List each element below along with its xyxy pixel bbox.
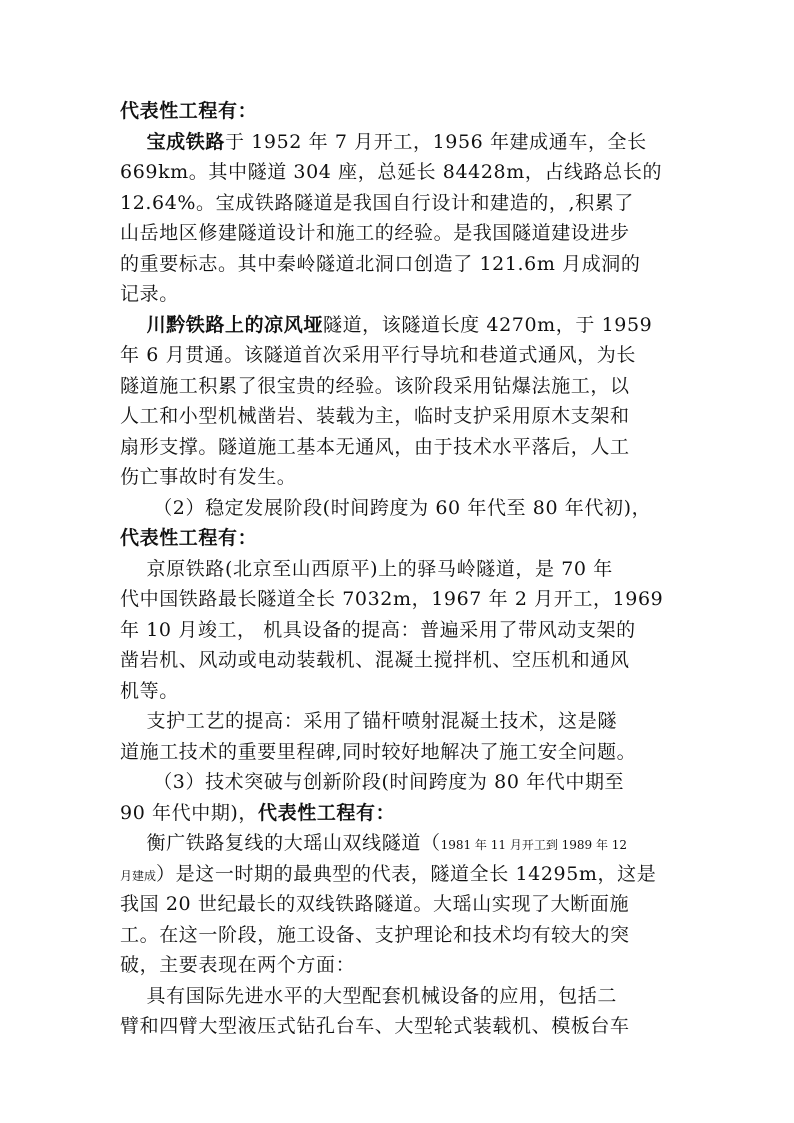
small-text: 1981 年 11 月开工到 1989 年 12: [440, 838, 628, 852]
text: ）是这一时期的最典型的代表，隧道全长 14295m，这是: [156, 862, 657, 885]
section-heading: [120, 96, 680, 127]
paragraph-line: [120, 188, 680, 219]
paragraph-line: [120, 462, 680, 493]
paragraph-line: [120, 432, 680, 463]
text: 扇形支撑。隧道施工基本无通风，由于技术水平落后，人工: [120, 435, 630, 458]
paragraph-line: [120, 889, 680, 920]
text: 具有国际先进水平的大型配套机械设备的应用，包括二: [120, 984, 617, 1007]
text: 机等。: [120, 679, 179, 702]
text: 12.64%。宝成铁路隧道是我国自行设计和建造的，,积累了: [120, 191, 634, 214]
text: 于 1952 年 7 月开工，1956 年建成通车，全长: [224, 130, 647, 153]
text: 90 年代中期)，: [120, 801, 259, 824]
text: 山岳地区修建隧道设计和施工的经验。是我国隧道建设进步: [120, 222, 630, 244]
text: （2）稳定发展阶段(时间跨度为 60 年代至 80 年代初)，: [120, 496, 652, 519]
text: （3）技术突破与创新阶段(时间跨度为 80 年代中期至: [120, 771, 625, 793]
text: 年 6 月贯通。该隧道首次采用平行导坑和巷道式通风，为长: [120, 344, 636, 366]
text: 衡广铁路复线的大瑶山双线隧道（: [120, 832, 441, 854]
text: 凿岩机、风动或电动装载机、混凝土搅拌机、空压机和通风: [120, 649, 630, 671]
paragraph-line: [120, 310, 680, 341]
text: 代表性工程有：: [120, 527, 258, 549]
section-heading: [120, 523, 680, 554]
paragraph-line: [120, 920, 680, 951]
paragraph-line: [120, 981, 680, 1012]
text: 伤亡事故时有发生。: [120, 466, 297, 488]
text: 京原铁路(北京至山西原平)上的驿马岭隧道，是 70 年: [120, 557, 613, 580]
emphasis-text: 宝成铁路: [146, 130, 225, 153]
emphasis-text: 代表性工程有：: [258, 801, 396, 824]
paragraph-line: [120, 798, 680, 829]
paragraph-line: [120, 737, 680, 768]
stage-heading-line: [120, 767, 680, 798]
paragraph-line: [120, 676, 680, 707]
paragraph-line: [120, 340, 680, 371]
text: 年 10 月竣工， 机具设备的提高：普遍采用了带风动支架的: [120, 618, 636, 641]
text: 的重要标志。其中秦岭隧道北洞口创造了 121.6m 月成洞的: [120, 252, 641, 275]
paragraph-line: [120, 1011, 680, 1042]
paragraph-line: [120, 218, 680, 249]
paragraph-line: [120, 950, 680, 981]
text: 破，主要表现在两个方面：: [120, 954, 356, 976]
paragraph-line: [120, 554, 680, 585]
paragraph-line: [120, 157, 680, 188]
text: 臂和四臂大型液压式钻孔台车、大型轮式装载机、模板台车: [120, 1015, 630, 1037]
emphasis-text: 川黔铁路上的凉风垭: [146, 313, 323, 336]
paragraph-line: [120, 706, 680, 737]
stage-heading-line: [120, 493, 680, 524]
text: 记录。: [120, 283, 179, 305]
small-text: 月建成: [120, 868, 157, 883]
paragraph-line: [120, 859, 680, 890]
document-page: [120, 96, 680, 1042]
paragraph-line: [120, 584, 680, 615]
text: 669km。其中隧道 304 座，总延长 84428m，占线路总长的: [120, 161, 663, 183]
paragraph-line: [120, 615, 680, 646]
paragraph-line: [120, 279, 680, 310]
text: 代中国铁路最长隧道全长 7032m，1967 年 2 月开工，1969: [120, 588, 664, 610]
paragraph-line: [120, 371, 680, 402]
text: 道施工技术的重要里程碑,同时较好地解决了施工安全问题。: [120, 740, 637, 763]
paragraph-line: [120, 249, 680, 280]
text: 隧道施工积累了很宝贵的经验。该阶段采用钻爆法施工，以: [120, 374, 630, 397]
text: 工。在这一阶段，施工设备、支护理论和技术均有较大的突: [120, 923, 630, 946]
indent: [120, 314, 147, 336]
indent: [120, 131, 147, 153]
text: 人工和小型机械凿岩、装载为主，临时支护采用原木支架和: [120, 405, 630, 427]
text: 代表性工程有：: [120, 100, 258, 122]
paragraph-line: [120, 645, 680, 676]
paragraph-line: [120, 127, 680, 158]
text: 支护工艺的提高：采用了锚杆喷射混凝土技术，这是隧: [120, 710, 617, 732]
paragraph-line: [120, 401, 680, 432]
paragraph-line: [120, 828, 680, 859]
text: 隧道，该隧道长度 4270m，于 1959: [322, 313, 653, 336]
text: 我国 20 世纪最长的双线铁路隧道。大瑶山实现了大断面施: [120, 893, 630, 915]
